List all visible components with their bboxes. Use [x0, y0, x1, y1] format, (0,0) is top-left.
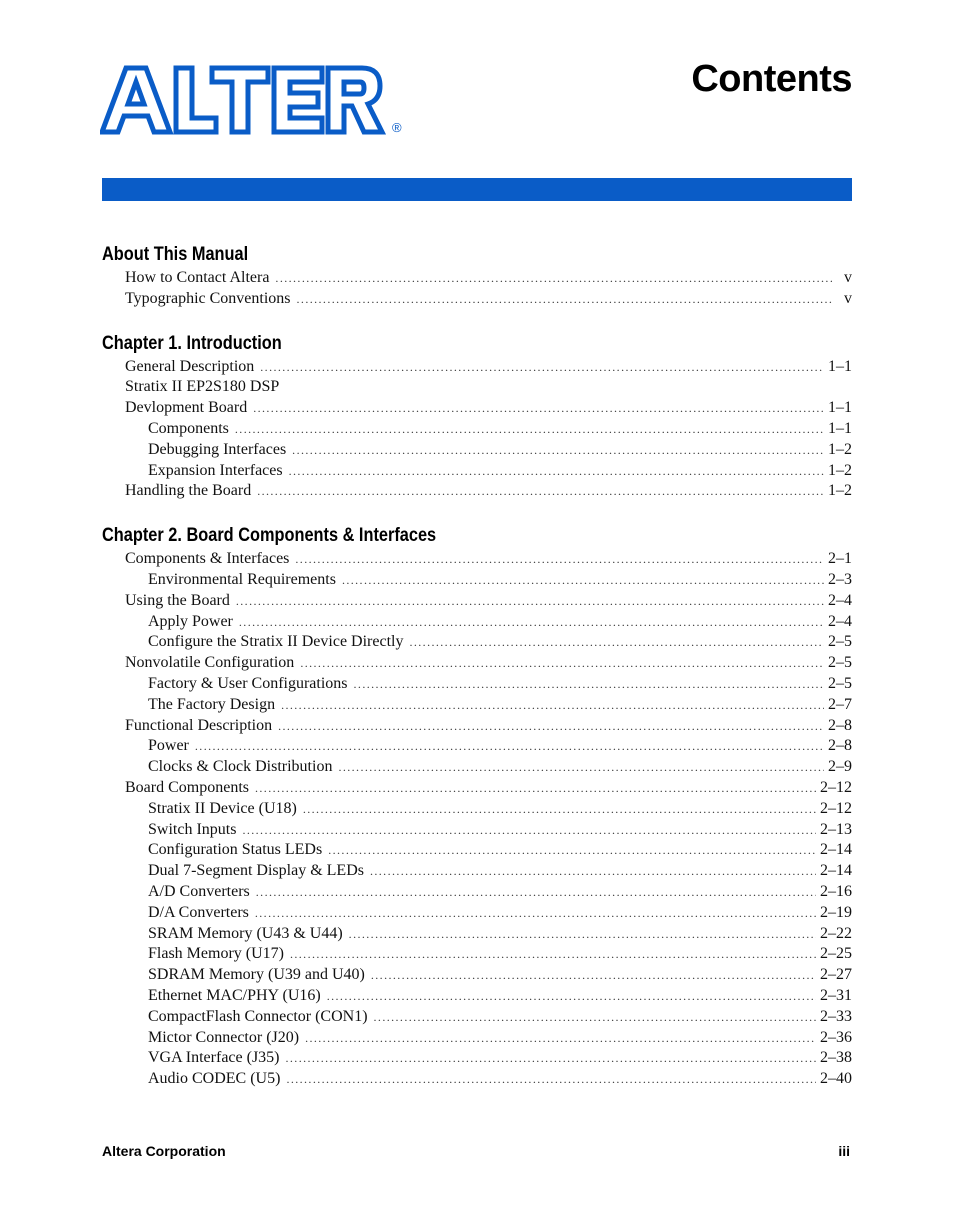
dot-leader	[278, 716, 824, 737]
toc-entry-text: Debugging Interfaces	[148, 440, 287, 458]
dot-leader	[338, 757, 824, 778]
dot-leader	[255, 903, 816, 924]
toc-entry-page: 2–5	[828, 654, 852, 672]
toc-entry-debugging-interfaces[interactable]	[102, 440, 852, 461]
dot-leader	[327, 986, 816, 1007]
toc-entry-text: Devlopment Board	[125, 399, 248, 417]
toc-entry-text: Stratix II Device (U18)	[148, 799, 297, 817]
toc-entry-expansion-interfaces[interactable]	[102, 461, 852, 482]
toc-entry-page: v	[844, 289, 852, 307]
section-heading-chapter-2[interactable]: Chapter 2. Board Components & Interfaces	[102, 525, 437, 547]
toc-entry-mictor[interactable]	[102, 1028, 852, 1049]
toc-entry-functional-description[interactable]	[102, 716, 852, 737]
toc-entry-text: SDRAM Memory (U39 and U40)	[148, 966, 365, 984]
toc-entry-text: Factory & User Configurations	[148, 674, 348, 692]
dot-leader	[255, 778, 816, 799]
toc-entry-page: 1–1	[828, 357, 852, 375]
toc-entry-page: 2–16	[820, 882, 852, 900]
toc-entry-text: D/A Converters	[148, 903, 249, 921]
toc-entry-text: Clocks & Clock Distribution	[148, 758, 333, 776]
header-rule-bar	[102, 178, 852, 201]
toc-entry-text: Board Components	[125, 778, 249, 796]
toc-entry-audio-codec[interactable]	[102, 1069, 852, 1090]
toc-entry-text: Configure the Stratix II Device Directly	[148, 633, 404, 651]
toc-entry-general-description[interactable]	[102, 357, 852, 378]
toc-entry-config-status-leds[interactable]	[102, 840, 852, 861]
toc-entry-text: Switch Inputs	[148, 820, 237, 838]
toc-entry-text: Typographic Conventions	[125, 289, 291, 307]
toc-entry-how-to-contact[interactable]	[102, 268, 852, 289]
toc-entry-text: Expansion Interfaces	[148, 461, 283, 479]
toc-entry-text: Functional Description	[125, 716, 273, 734]
toc-entry-page: 2–12	[820, 799, 852, 817]
toc-entry-page: v	[844, 269, 852, 286]
dot-leader	[236, 591, 824, 612]
toc-entry-configure-device[interactable]	[102, 632, 852, 653]
toc-entry-factory-user-configurations[interactable]	[102, 674, 852, 695]
dot-leader	[235, 419, 824, 440]
toc-entry-page: 2–5	[828, 633, 852, 651]
toc-entry-text: Components	[148, 419, 229, 437]
toc-entry-page: 2–8	[828, 737, 852, 755]
dot-leader	[305, 1028, 816, 1049]
toc-section-chapter-1	[102, 331, 852, 503]
toc-entry-nonvolatile-configuration[interactable]	[102, 653, 852, 674]
toc-entry-ad-converters[interactable]	[102, 882, 852, 903]
toc-entry-text: CompactFlash Connector (CON1)	[148, 1007, 368, 1025]
dot-leader	[300, 653, 824, 674]
dot-leader	[328, 840, 816, 861]
toc-entry-page: 2–38	[820, 1049, 852, 1067]
dot-leader	[342, 570, 824, 591]
toc-entry-text: How to Contact Altera	[125, 269, 270, 286]
toc-entry-page: 2–12	[820, 778, 852, 796]
section-heading-chapter-1[interactable]: Chapter 1. Introduction	[102, 332, 282, 354]
footer-company: Altera Corporation	[102, 1143, 226, 1159]
footer-page-number: iii	[838, 1143, 850, 1159]
dot-leader	[260, 357, 824, 378]
dot-leader	[409, 632, 824, 653]
toc-entry-environmental-requirements[interactable]	[102, 570, 852, 591]
dot-leader	[286, 1048, 817, 1069]
toc-entry-clocks[interactable]	[102, 757, 852, 778]
dot-leader	[253, 398, 824, 419]
toc-entry-page: 1–2	[828, 440, 852, 458]
toc-entry-compactflash[interactable]	[102, 1007, 852, 1028]
dot-leader	[295, 549, 824, 570]
toc-entry-stratix-device[interactable]	[102, 799, 852, 820]
toc-entry-flash-memory[interactable]	[102, 944, 852, 965]
dot-leader	[370, 861, 816, 882]
toc-entry-page: 2–3	[828, 570, 852, 588]
dot-leader	[290, 944, 816, 965]
toc-entry-text: Dual 7-Segment Display & LEDs	[148, 862, 364, 880]
toc-entry-page: 1–1	[828, 399, 852, 417]
dot-leader	[303, 799, 816, 820]
dot-leader	[195, 736, 824, 757]
toc-entry-page: 2–31	[820, 986, 852, 1004]
toc-entry-page: 2–14	[820, 862, 852, 880]
toc-entry-factory-design[interactable]	[102, 695, 852, 716]
toc-entry-text: SRAM Memory (U43 & U44)	[148, 924, 343, 942]
toc-entry-typographic-conventions[interactable]	[102, 289, 852, 310]
toc-entry-text: Nonvolatile Configuration	[125, 654, 295, 672]
dot-leader	[281, 695, 824, 716]
toc-entry-sram-memory[interactable]	[102, 924, 852, 945]
toc-entry-text: Handling the Board	[125, 482, 252, 500]
registered-mark: ®	[392, 120, 402, 135]
toc-entry-page: 2–4	[828, 591, 852, 609]
dot-leader	[289, 461, 824, 482]
toc-entry-text: Configuration Status LEDs	[148, 841, 323, 859]
toc-entry-using-the-board[interactable]	[102, 591, 852, 612]
page-title: Contents	[691, 58, 852, 100]
dot-leader	[297, 289, 832, 310]
dot-leader	[256, 882, 816, 903]
toc-entry-page: 1–1	[828, 419, 852, 437]
toc-entry-vga[interactable]	[102, 1048, 852, 1069]
toc-entry-page: 2–40	[820, 1070, 852, 1088]
toc-entry-text: Environmental Requirements	[148, 570, 336, 588]
dot-leader	[374, 1007, 816, 1028]
toc-entry-page: 2–36	[820, 1028, 852, 1046]
dot-leader	[239, 612, 824, 633]
toc-entry-seven-segment[interactable]	[102, 861, 852, 882]
dot-leader	[275, 268, 832, 289]
dot-leader	[371, 965, 816, 986]
section-heading-about[interactable]: About This Manual	[102, 244, 249, 265]
toc-entry-page: 2–14	[820, 841, 852, 859]
toc-entry-page: 1–2	[828, 482, 852, 500]
toc-entry-ethernet[interactable]	[102, 986, 852, 1007]
toc-entry-components[interactable]	[102, 419, 852, 440]
toc-entry-power[interactable]	[102, 736, 852, 757]
toc-entry-development-board[interactable]	[102, 398, 852, 419]
toc-entry-page: 2–13	[820, 820, 852, 838]
dot-leader	[286, 1069, 816, 1090]
toc-entry-text: Audio CODEC (U5)	[148, 1070, 281, 1088]
toc-entry-handling-the-board[interactable]	[102, 481, 852, 502]
toc-entry-text: Flash Memory (U17)	[148, 945, 284, 963]
toc-entry-text: General Description	[125, 357, 255, 375]
toc-entry-page: 2–9	[828, 758, 852, 776]
toc-entry-text: Mictor Connector (J20)	[148, 1028, 300, 1046]
toc-entry-switch-inputs[interactable]	[102, 820, 852, 841]
dot-leader	[354, 674, 824, 695]
toc-entry-page: 2–33	[820, 1007, 852, 1025]
dot-leader	[242, 820, 816, 841]
toc-entry-stratix-title[interactable]	[102, 377, 852, 398]
toc-entry-text: Stratix II EP2S180 DSP	[125, 378, 280, 396]
dot-leader	[292, 440, 824, 461]
toc-entry-text: The Factory Design	[148, 695, 276, 713]
toc-section-about	[102, 242, 852, 310]
table-of-contents	[102, 242, 852, 1090]
toc-entry-apply-power[interactable]	[102, 612, 852, 633]
toc-entry-page: 2–8	[828, 716, 852, 734]
toc-entry-page: 2–19	[820, 903, 852, 921]
toc-entry-text: Using the Board	[125, 591, 230, 609]
toc-entry-page: 2–27	[820, 966, 852, 984]
dot-leader	[257, 481, 824, 502]
toc-entry-text: A/D Converters	[148, 882, 250, 900]
toc-entry-text: Apply Power	[148, 612, 233, 630]
toc-entry-da-converters[interactable]	[102, 903, 852, 924]
toc-entry-components-interfaces[interactable]	[102, 549, 852, 570]
toc-entry-sdram-memory[interactable]	[102, 965, 852, 986]
dot-leader	[349, 924, 816, 945]
toc-entry-page: 2–4	[828, 612, 852, 630]
toc-entry-page: 2–1	[828, 550, 852, 568]
altera-logo	[100, 64, 410, 138]
toc-entry-board-components[interactable]	[102, 778, 852, 799]
toc-entry-text: Power	[148, 737, 189, 755]
toc-entry-text: VGA Interface (J35)	[148, 1049, 280, 1067]
toc-entry-page: 1–2	[828, 461, 852, 479]
toc-entry-page: 2–22	[820, 924, 852, 942]
toc-entry-page: 2–25	[820, 945, 852, 963]
toc-entry-page: 2–5	[828, 674, 852, 692]
toc-section-chapter-2	[102, 523, 852, 1090]
toc-entry-text: Components & Interfaces	[125, 550, 290, 568]
toc-entry-text: Ethernet MAC/PHY (U16)	[148, 986, 321, 1004]
toc-entry-page: 2–7	[828, 695, 852, 713]
